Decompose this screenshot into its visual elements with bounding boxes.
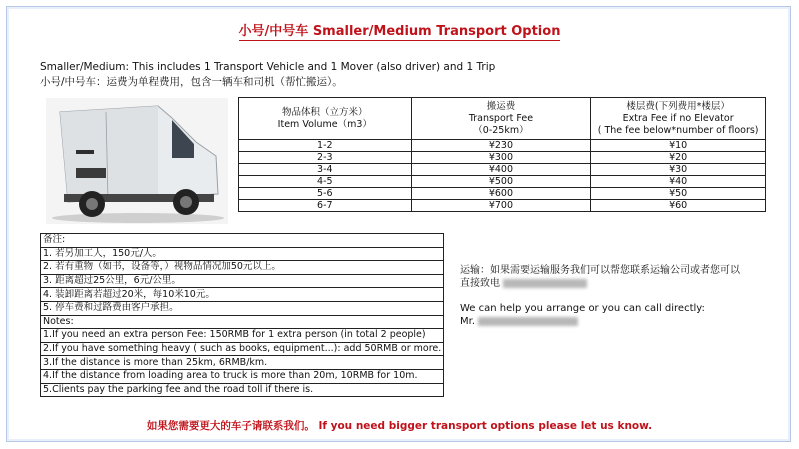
note-row: 1. 若另加工人，150元/人。 [41,247,444,261]
table-row: 2-3 ¥300 ¥20 [239,152,766,164]
note-row: 4. 装卸距离若超过20米，每10米10元。 [41,288,444,302]
intro-text [40,60,495,90]
table-row: 4-5 ¥500 ¥40 [239,176,766,188]
table-row: 6-7 ¥700 ¥60 [239,200,766,212]
table-row: 5-6 ¥600 ¥50 [239,188,766,200]
note-row: 5.Clients pay the parking fee and the road toll if there is. [41,383,444,397]
page-title: 小号/中号车 Smaller/Medium Transport Option [238,24,561,39]
contact-zh-line1: 运输：如果需要运输服务我们可以帮您联系运输公司或者您可以 [460,265,740,276]
note-row: 1.If you need an extra person Fee: 150RMB for 1 extra person (in total 2 people) [41,329,444,343]
intro-chinese: 小号/中号车：运费为单程费用，包含一辆车和司机（帮忙搬运）。 [40,76,343,88]
contact-zh-line2: 直接致电 [460,277,740,290]
contact-en-line1: We can help you arrange or you can call directly: [460,303,705,314]
note-row: 2. 若有重物（如书，设备等，）视物品情况加50元以上。 [41,261,444,275]
note-row: 4.If the distance from loading area to truck is more than 20m, 10RMB for 10m. [41,369,444,383]
note-row: 3. 距离超过25公里，6元/公里。 [41,274,444,288]
note-row: 2.If you have something heavy ( such as books, equipment...): add 50RMB or more. [41,342,444,356]
header-transport-fee: 搬运费 Transport Fee （0-25km） [411,98,591,140]
note-row: 5. 停车费和过路费由客户承担。 [41,301,444,315]
price-table-header [239,98,766,140]
note-row: Notes: [41,315,444,329]
van-photo [46,98,228,224]
table-row: 3-4 ¥400 ¥30 [239,164,766,176]
notes-table [40,233,444,397]
note-row: 备注: [41,234,444,248]
bottom-note: 如果您需要更大的车子请联系我们。 If you need bigger transport options please let us know. [146,420,653,432]
table-row: 1-2 ¥230 ¥10 [239,140,766,152]
header-item-volume: 物品体积（立方米） Item Volume（m3） [239,98,412,140]
redacted-phone [478,317,578,326]
contact-en-line2: Mr. [460,315,740,328]
contact-info [460,264,740,328]
note-row: 3.If the distance is more than 25km, 6RMB/km. [41,356,444,370]
header-extra-fee: 楼层费(下列费用*楼层） Extra Fee if no Elevator ( The fee below*number of floors) [591,98,766,140]
price-table [238,97,766,212]
intro-english: Smaller/Medium: This includes 1 Transport Vehicle and 1 Mover (also driver) and 1 Trip [40,61,496,73]
redacted-phone [503,279,587,288]
